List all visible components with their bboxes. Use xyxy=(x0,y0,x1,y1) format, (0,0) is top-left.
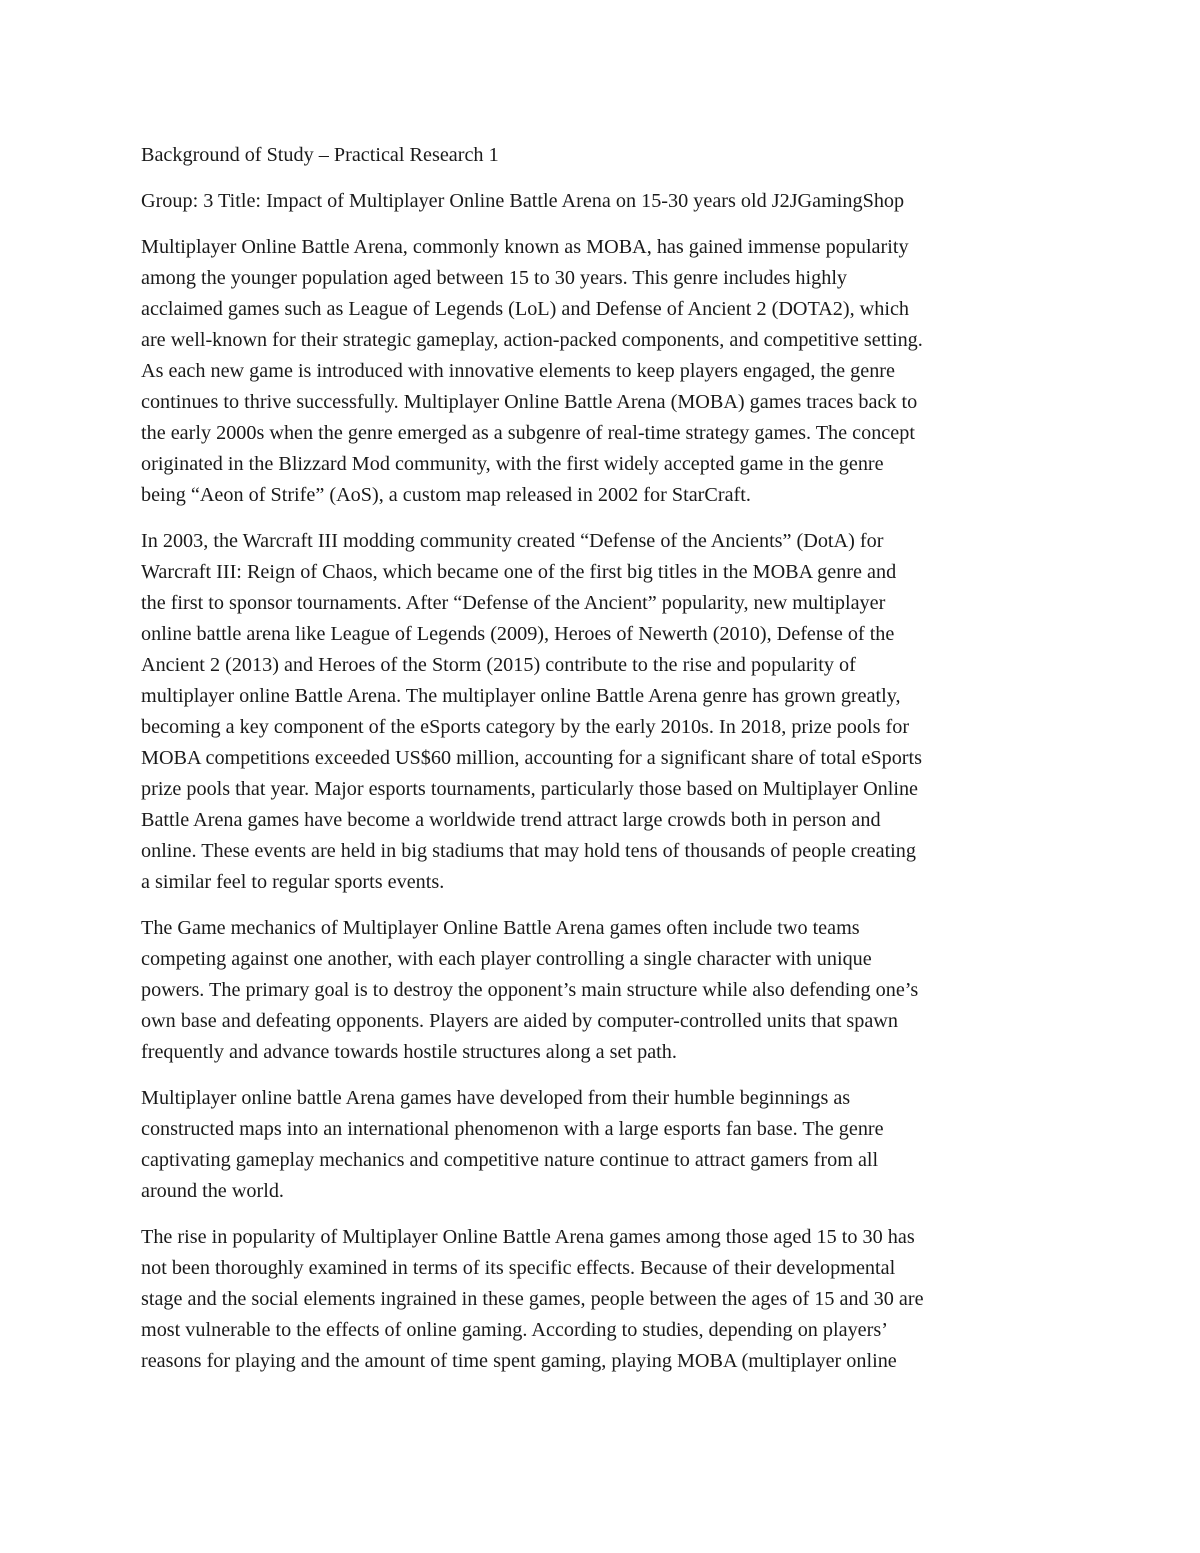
paragraph-line: around the world. xyxy=(141,1180,284,1202)
paragraph-line: frequently and advance towards hostile structures along a set path. xyxy=(141,1041,677,1063)
paragraph-line: being “Aeon of Strife” (AoS), a custom map released in 2002 for StarCraft. xyxy=(141,484,751,506)
paragraph-line: among the younger population aged between 15 to 30 years. This genre includes highly xyxy=(141,267,848,289)
paragraph-line: captivating gameplay mechanics and competitive nature continue to attract gamers from all xyxy=(141,1149,879,1171)
paragraph-line: most vulnerable to the effects of online gaming. According to studies, depending on players’ xyxy=(141,1319,888,1341)
group-title xyxy=(141,186,1066,217)
paragraph-line: Multiplayer online battle Arena games have developed from their humble beginnings as xyxy=(141,1087,851,1109)
paragraph-line: As each new game is introduced with innovative elements to keep players engaged, the genre xyxy=(141,360,895,382)
paragraph-line: Ancient 2 (2013) and Heroes of the Storm (2015) contribute to the rise and popularity of xyxy=(141,654,856,676)
paragraph-line: The rise in popularity of Multiplayer Online Battle Arena games among those aged 15 to 30 has xyxy=(141,1226,915,1248)
paragraph-line: stage and the social elements ingrained in these games, people between the ages of 15 and 30 are xyxy=(141,1288,924,1310)
paragraph-line: reasons for playing and the amount of time spent gaming, playing MOBA (multiplayer online xyxy=(141,1350,897,1372)
paragraph-line: a similar feel to regular sports events. xyxy=(141,871,445,893)
paragraph-1 xyxy=(141,232,1066,511)
paragraph-line: powers. The primary goal is to destroy the opponent’s main structure while also defending one’s xyxy=(141,979,919,1001)
paragraph-line: MOBA competitions exceeded US$60 million, accounting for a significant share of total eSports xyxy=(141,747,922,769)
paragraph-2 xyxy=(141,526,1066,898)
paragraph-line: are well-known for their strategic gameplay, action-packed components, and competitive setting. xyxy=(141,329,923,351)
paragraph-line: the early 2000s when the genre emerged as a subgenre of real-time strategy games. The concept xyxy=(141,422,915,444)
paragraph-line: not been thoroughly examined in terms of its specific effects. Because of their developmental xyxy=(141,1257,896,1279)
paragraph-line: The Game mechanics of Multiplayer Online Battle Arena games often include two teams xyxy=(141,917,860,939)
paragraph-4 xyxy=(141,1083,1066,1207)
group-title-text: Group: 3 Title: Impact of Multiplayer Online Battle Arena on 15-30 years old J2JGamingShop xyxy=(141,190,905,212)
paragraph-line: own base and defeating opponents. Players are aided by computer-controlled units that spawn xyxy=(141,1010,898,1032)
paragraph-line: continues to thrive successfully. Multiplayer Online Battle Arena (MOBA) games traces back to xyxy=(141,391,918,413)
document-body xyxy=(141,140,1066,1392)
paragraph-line: Multiplayer Online Battle Arena, commonly known as MOBA, has gained immense popularity xyxy=(141,236,909,258)
paragraph-line: online battle arena like League of Legends (2009), Heroes of Newerth (2010), Defense of the xyxy=(141,623,895,645)
paragraph-line: Battle Arena games have become a worldwide trend attract large crowds both in person and xyxy=(141,809,881,831)
paragraph-line: constructed maps into an international phenomenon with a large esports fan base. The genre xyxy=(141,1118,884,1140)
paragraph-line: becoming a key component of the eSports category by the early 2010s. In 2018, prize pools for xyxy=(141,716,910,738)
paragraph-line: online. These events are held in big stadiums that may hold tens of thousands of people creating xyxy=(141,840,916,862)
paragraph-line: competing against one another, with each player controlling a single character with unique xyxy=(141,948,872,970)
paragraph-line: originated in the Blizzard Mod community, with the first widely accepted game in the genre xyxy=(141,453,884,475)
paragraph-line: multiplayer online Battle Arena. The multiplayer online Battle Arena genre has grown greatly, xyxy=(141,685,901,707)
paragraph-5 xyxy=(141,1222,1066,1377)
paragraph-line: acclaimed games such as League of Legends (LoL) and Defense of Ancient 2 (DOTA2), which xyxy=(141,298,910,320)
paragraph-line: the first to sponsor tournaments. After “Defense of the Ancient” popularity, new multiplayer xyxy=(141,592,886,614)
paragraph-3 xyxy=(141,913,1066,1068)
heading-text: Background of Study – Practical Research 1 xyxy=(141,144,499,166)
paragraph-line: In 2003, the Warcraft III modding community created “Defense of the Ancients” (DotA) for xyxy=(141,530,884,552)
paragraph-line: Warcraft III: Reign of Chaos, which became one of the first big titles in the MOBA genre and xyxy=(141,561,897,583)
paragraph-line: prize pools that year. Major esports tournaments, particularly those based on Multiplayer Online xyxy=(141,778,919,800)
document-heading xyxy=(141,140,1066,171)
